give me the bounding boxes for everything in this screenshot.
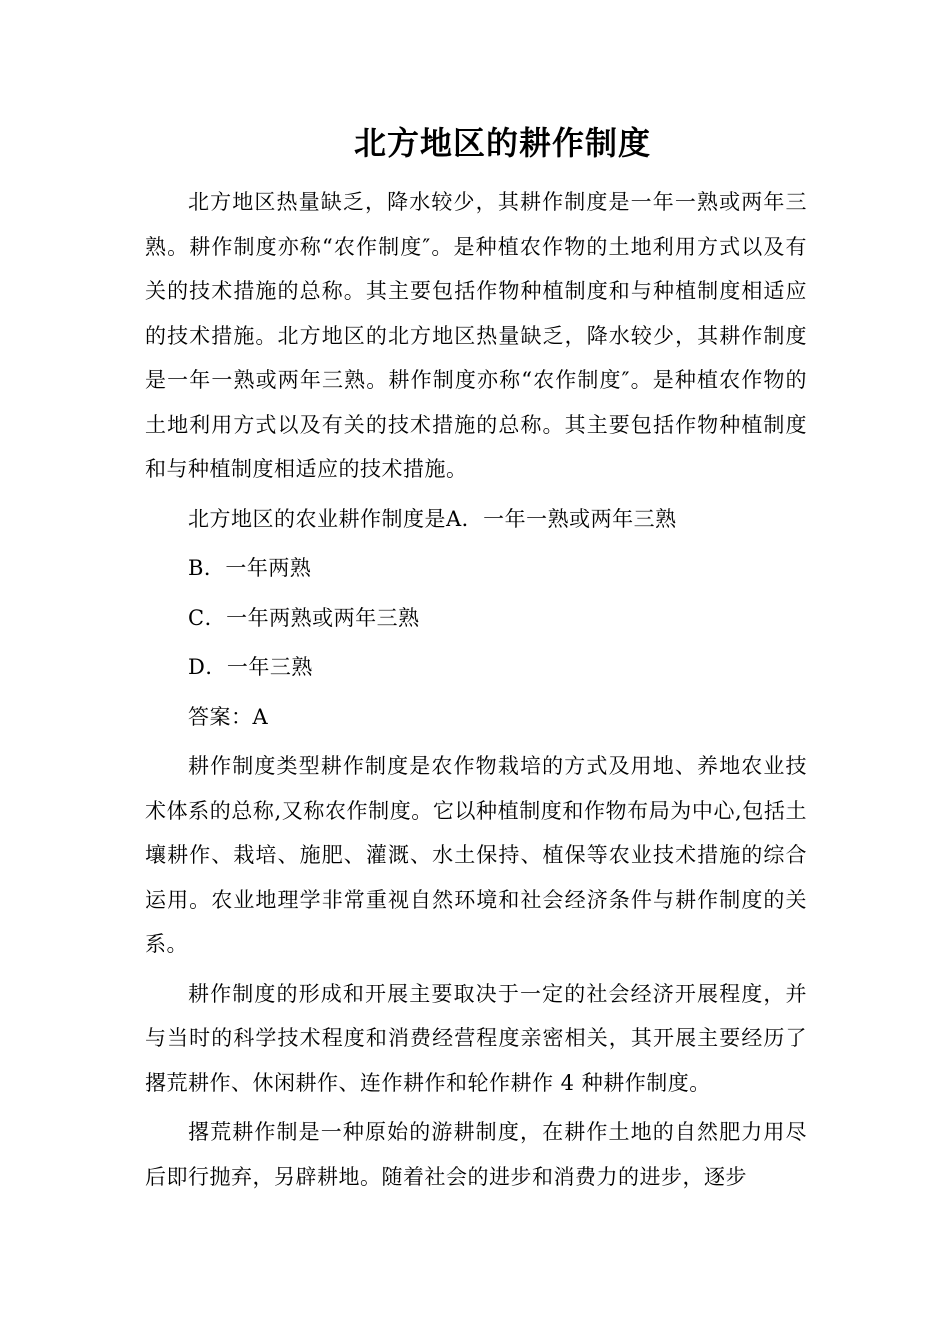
intro-paragraph: 北方地区热量缺乏，降水较少，其耕作制度是一年一熟或两年三熟。耕作制度亦称“农作制度″。是种植农作物的土地利用方式以及有关的技术措施的总称。其主要包括作物种植制度和与种植制度相适应的技术措施。北方地区的北方地区热量缺乏，降水较少，其耕作制度是一年一熟或两年三熟。耕作制度亦称“农作制度″。是种植农作物的土地利用方式以及有关的技术措施的总称。其主要包括作物种植制度和与种植制度相适应的技术措施。 [145, 190, 807, 481]
option-d: D．一年三熟 [188, 655, 313, 679]
document-body [145, 180, 807, 1199]
paragraph-shifting-cultivation: 撂荒耕作制是一种原始的游耕制度，在耕作土地的自然肥力用尽后即行抛弃，另辟耕地。随着社会的进步和消费力的进步，逐步 [145, 1120, 807, 1189]
option-c: C．一年两熟或两年三熟 [188, 605, 420, 630]
paragraph-farming-development: 耕作制度的形成和开展主要取决于一定的社会经济开展程度，并与当时的科学技术程度和消费经营程度亲密相关，其开展主要经历了撂荒耕作、休闲耕作、连作耕作和轮作耕作 4 种耕作制度。 [145, 981, 807, 1095]
question-text: 北方地区的农业耕作制度是A．一年一熟或两年三熟 [188, 506, 677, 531]
paragraph-farming-types: 耕作制度类型耕作制度是农作物栽培的方式及用地、养地农业技术体系的总称,又称农作制度。它以种植制度和作物布局为中心,包括土壤耕作、栽培、施肥、灌溉、水土保持、植保等农业技术措施的综合运用。农业地理学非常重视自然环境和社会经济条件与耕作制度的关系。 [145, 754, 807, 956]
answer-text: 答案：A [188, 704, 269, 729]
option-b: B．一年两熟 [188, 556, 312, 580]
document-title: 北方地区的耕作制度 [353, 124, 651, 162]
